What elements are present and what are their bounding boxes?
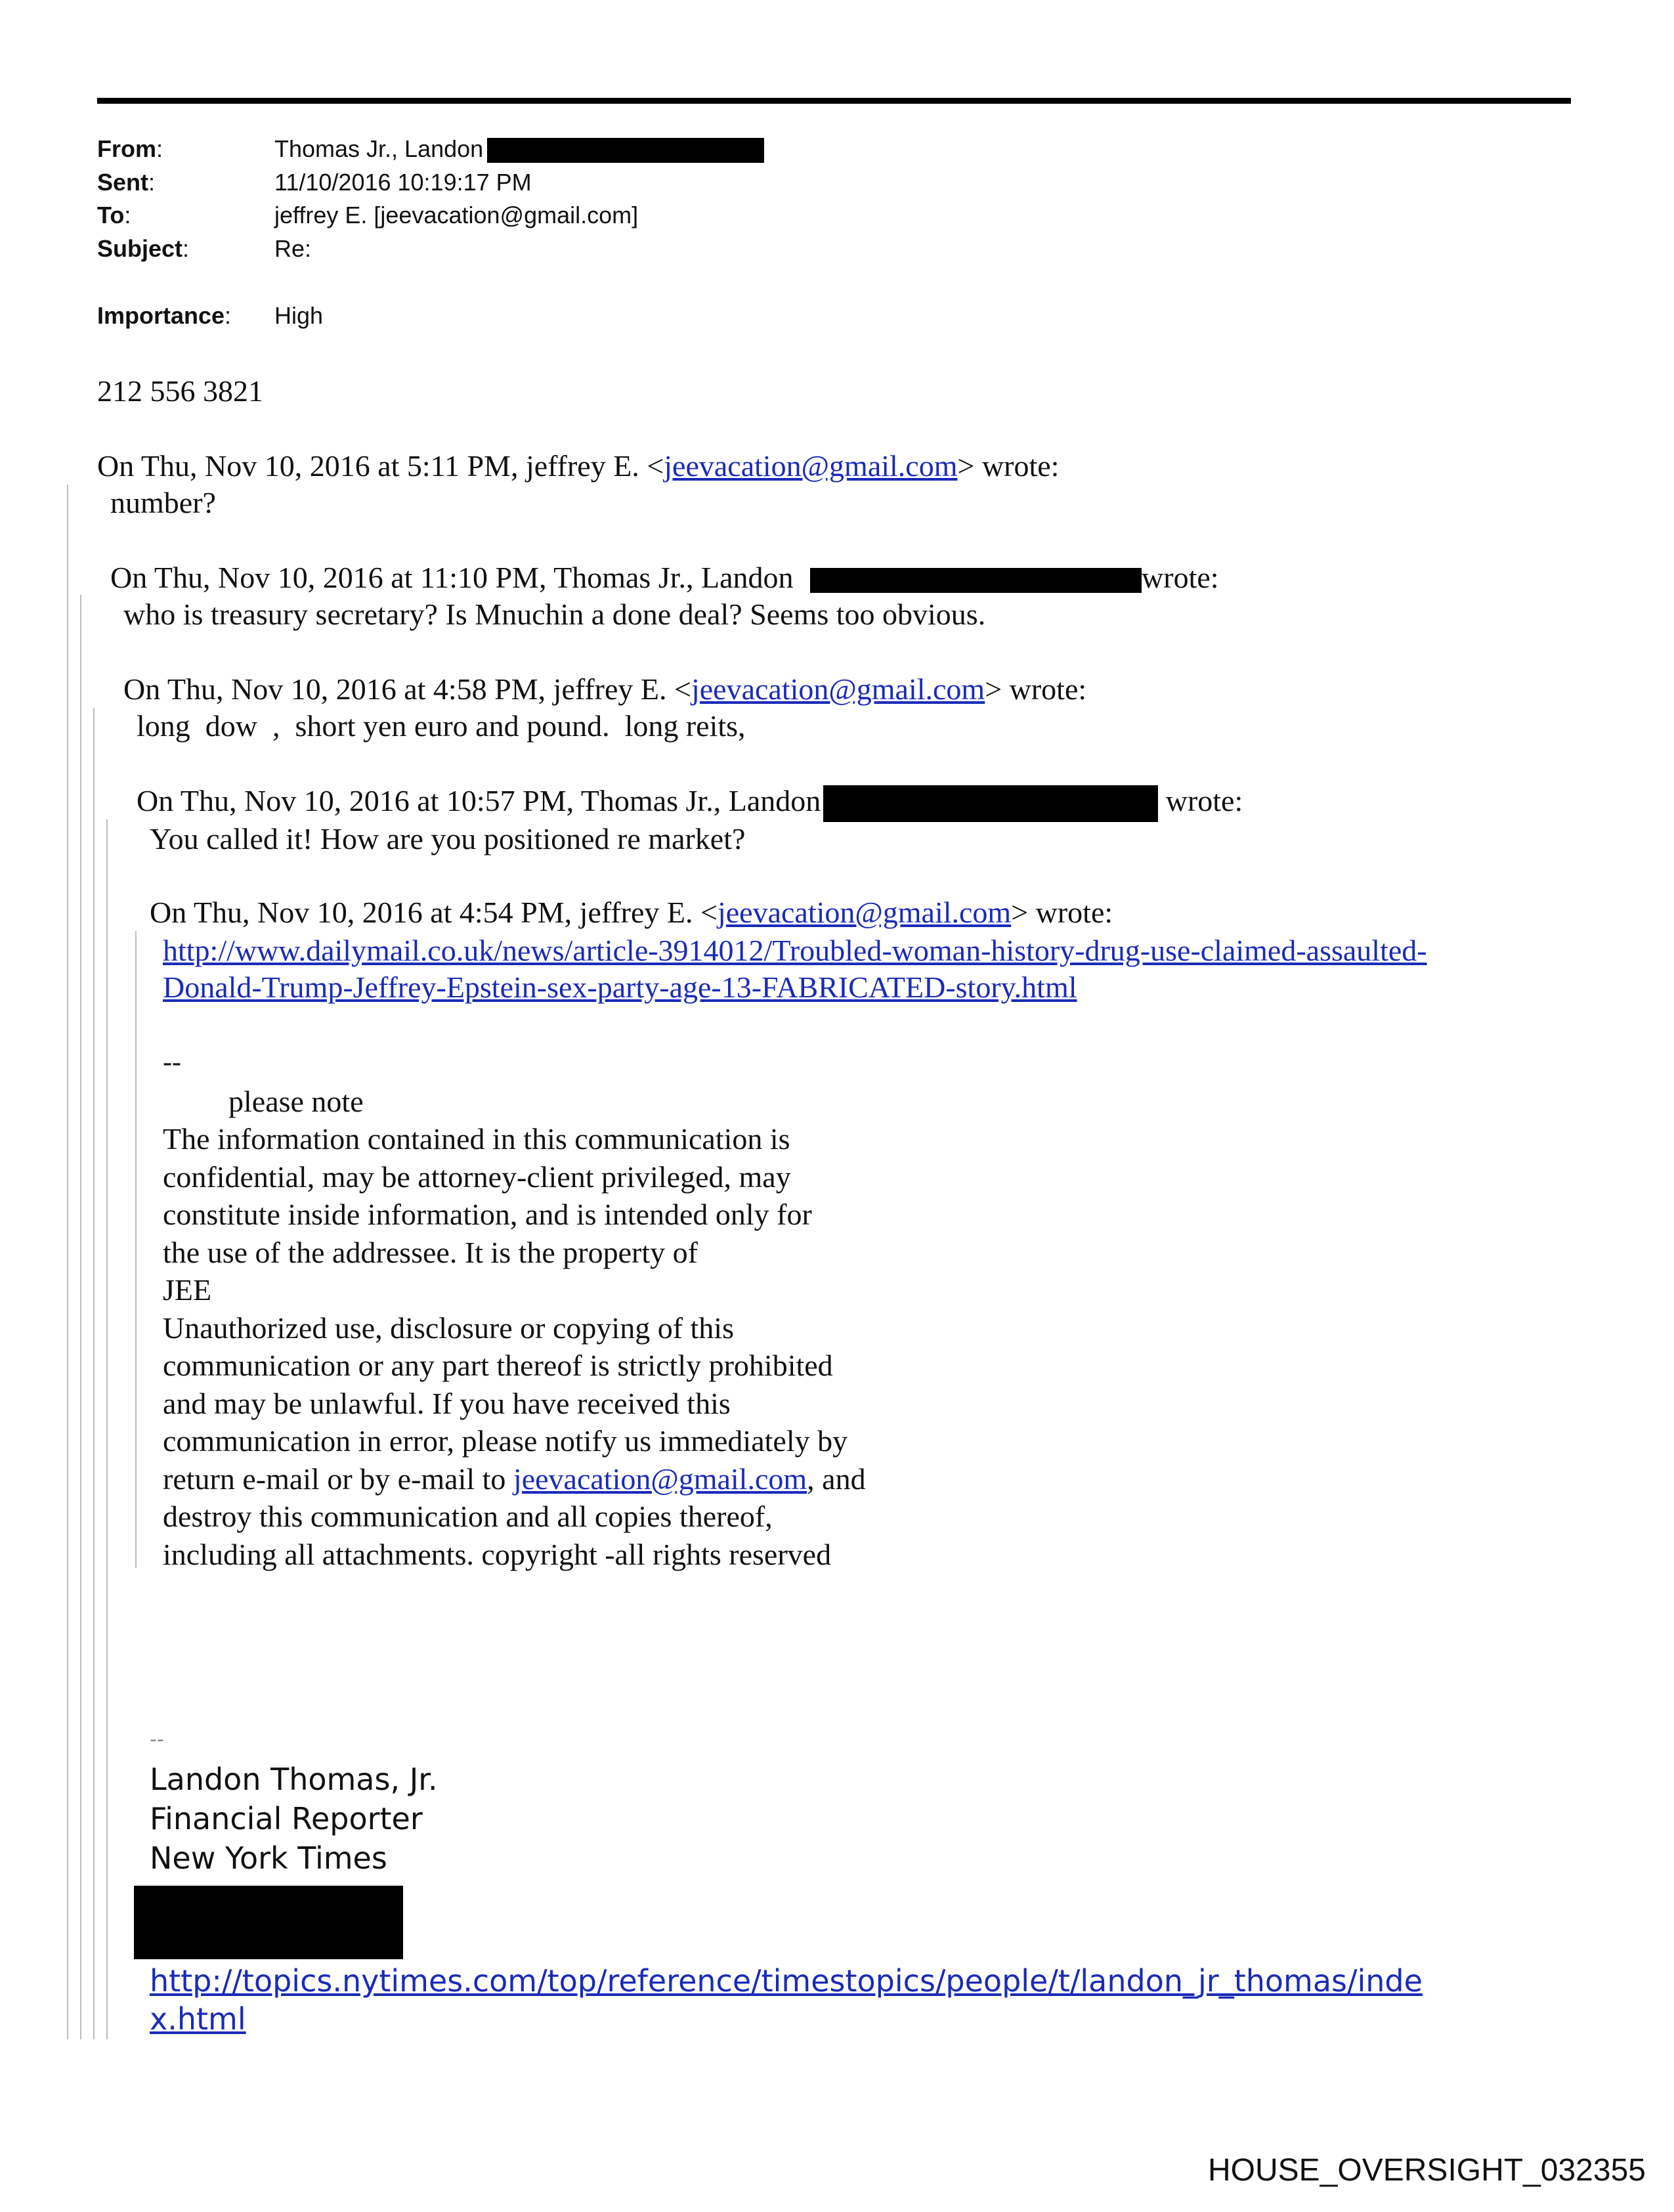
from-value: Thomas Jr., Landon	[274, 135, 484, 162]
nytimes-link-line-1[interactable]: http://topics.nytimes.com/top/reference/timestopics/people/t/landon_jr_thomas/inde	[150, 1963, 1423, 1999]
disclaimer-line: constitute inside information, and is intended only for	[163, 1198, 812, 1231]
attribution-text: > wrote:	[957, 449, 1060, 483]
quote-bar-level-1	[67, 485, 68, 2039]
sent-label: Sent:	[97, 169, 156, 196]
quote-2-text: who is treasury secretary? Is Mnuchin a done deal? Seems too obvious.	[123, 597, 986, 631]
email-link[interactable]: jeevacation@gmail.com	[664, 449, 958, 483]
disclaimer-line: communication in error, please notify us immediately by	[163, 1424, 848, 1458]
disclaimer-line: and may be unlawful. If you have received this	[163, 1386, 731, 1420]
quote-bar-level-5	[135, 931, 137, 1568]
disclaimer-text: , and	[807, 1462, 866, 1496]
bates-number: HOUSE_OVERSIGHT_032355	[1208, 2153, 1646, 2188]
header-rule	[97, 98, 1571, 104]
disclaimer-line: communication or any part thereof is strictly prohibited	[163, 1349, 833, 1382]
header-from-row	[97, 135, 764, 163]
quote-bar-level-4	[106, 819, 108, 2039]
disclaimer-text: return e-mail or by e-mail to	[163, 1462, 513, 1496]
attribution-text: > wrote:	[985, 672, 1087, 706]
redaction-block	[823, 785, 1158, 822]
quote-bar-level-3	[93, 708, 95, 2039]
signature-title: Financial Reporter	[150, 1801, 423, 1836]
disclaimer-line: confidential, may be attorney-client privileged, may	[163, 1160, 791, 1194]
attribution-text: wrote:	[1142, 561, 1219, 594]
quote-5-attribution	[150, 894, 1113, 931]
quote-1-text: number?	[110, 486, 216, 519]
disclaimer-line: destroy this communication and all copies thereof,	[163, 1500, 773, 1533]
header-sent-row	[97, 168, 532, 197]
header-subject-row	[97, 234, 311, 263]
attribution-text: On Thu, Nov 10, 2016 at 11:10 PM, Thomas Jr., Landon	[110, 561, 794, 594]
quote-2-attribution	[110, 559, 1219, 596]
signature-link[interactable]	[150, 1962, 1423, 2038]
email-link[interactable]: jeevacation@gmail.com	[691, 672, 985, 706]
subject-label: Subject:	[97, 235, 190, 262]
disclaimer-line: The information contained in this communication is	[163, 1122, 790, 1156]
sender-signature-separator: --	[163, 1047, 181, 1077]
from-label: From:	[97, 135, 163, 162]
disclaimer-line: including all attachments. copyright -all rights reserved	[163, 1537, 832, 1571]
attribution-text: On Thu, Nov 10, 2016 at 10:57 PM, Thomas Jr., Landon	[137, 784, 821, 817]
quote-4-text: You called it! How are you positioned re market?	[150, 822, 746, 856]
attribution-text: > wrote:	[1011, 896, 1113, 929]
attribution-text: wrote:	[1165, 784, 1243, 817]
subject-value: Re:	[274, 235, 312, 262]
quote-bar-level-2	[80, 595, 81, 2039]
signature-name: Landon Thomas, Jr.	[150, 1762, 438, 1797]
confidentiality-disclaimer	[163, 1120, 866, 1573]
signature-separator: --	[150, 1728, 164, 1751]
dailymail-link-line-1[interactable]: http://www.dailymail.co.uk/news/article-3914012/Troubled-woman-history-drug-use-claimed-assaulted-	[163, 934, 1427, 967]
redaction-block	[134, 1886, 403, 1959]
disclaimer-line	[163, 1460, 866, 1498]
attribution-text: On Thu, Nov 10, 2016 at 4:54 PM, jeffrey E. <	[150, 896, 718, 929]
quote-3-attribution	[123, 671, 1086, 708]
nytimes-link-line-2[interactable]: x.html	[150, 2001, 246, 2037]
quote-4-attribution	[137, 783, 1243, 822]
dailymail-link-line-2[interactable]: Donald-Trump-Jeffrey-Epstein-sex-party-age-13-FABRICATED-story.html	[163, 970, 1077, 1004]
please-note: please note	[228, 1085, 364, 1118]
redaction-block	[810, 568, 1142, 593]
header-to-row	[97, 201, 638, 230]
email-link[interactable]: jeevacation@gmail.com	[513, 1462, 807, 1496]
reply-phone-number: 212 556 3821	[97, 374, 263, 408]
disclaimer-line: Unauthorized use, disclosure or copying of this	[163, 1311, 734, 1345]
quote-1-attribution	[97, 448, 1059, 485]
sent-value: 11/10/2016 10:19:17 PM	[274, 169, 532, 196]
signature-organization: New York Times	[150, 1840, 387, 1876]
importance-value: High	[274, 302, 324, 329]
attribution-text: On Thu, Nov 10, 2016 at 5:11 PM, jeffrey E. <	[97, 449, 664, 483]
redaction-block	[487, 138, 764, 163]
quote-5-link[interactable]	[163, 932, 1427, 1006]
header-importance-row	[97, 301, 323, 330]
disclaimer-line: the use of the addressee. It is the property of	[163, 1235, 698, 1269]
to-label: To:	[97, 202, 131, 228]
disclaimer-line: JEE	[163, 1273, 212, 1307]
quote-3-text: long dow , short yen euro and pound. long reits,	[137, 709, 746, 743]
importance-label: Importance:	[97, 302, 232, 329]
attribution-text: On Thu, Nov 10, 2016 at 4:58 PM, jeffrey E. <	[123, 672, 691, 706]
email-link[interactable]: jeevacation@gmail.com	[717, 896, 1012, 929]
to-value: jeffrey E. [jeevacation@gmail.com]	[274, 202, 639, 228]
